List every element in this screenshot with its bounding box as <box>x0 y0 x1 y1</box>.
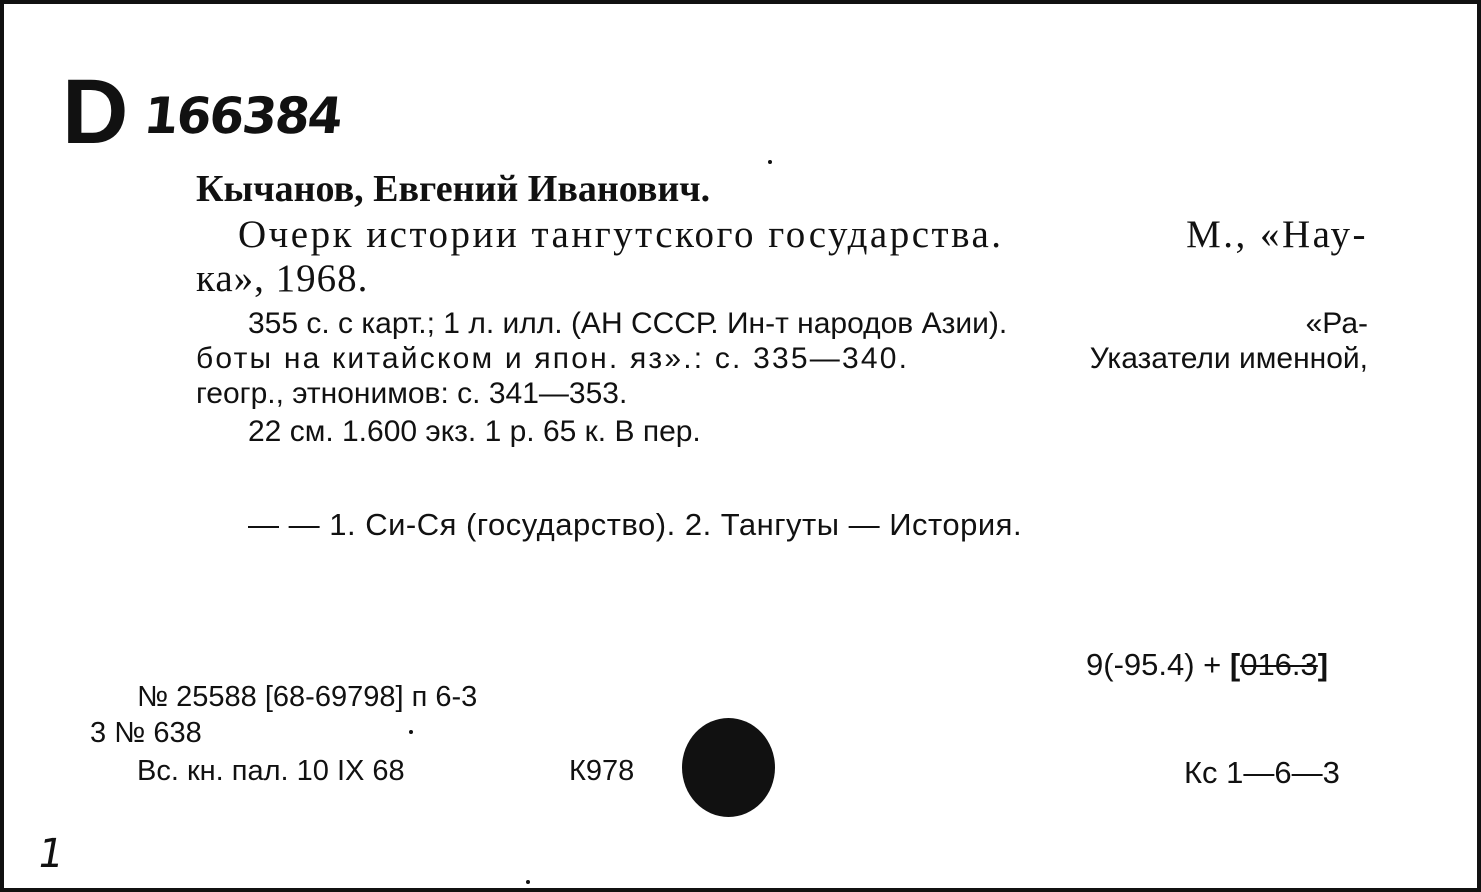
classification-open-bracket: [ <box>1229 647 1241 682</box>
scan-speck <box>526 880 530 884</box>
shelf-mark-letter: D <box>62 61 127 163</box>
registration-chamber-text: Вс. кн. пал. 10 IX 68 <box>137 755 405 787</box>
shelf-mark-number: 166384 <box>140 87 344 145</box>
description-line-2-right: Указатели именной, <box>1089 342 1368 375</box>
classification-main: 9(-95.4) + <box>1086 647 1230 682</box>
classification-code <box>1086 646 1328 684</box>
description-line-3: геогр., этнонимов: с. 341—353. <box>196 377 628 410</box>
registration-line-1: № 25588 [68-69798] п 6-3 <box>137 681 478 713</box>
registration-code: К978 <box>569 755 635 787</box>
scan-speck <box>409 730 413 734</box>
bottom-catalog-code: Кс 1—6—3 <box>1184 755 1340 790</box>
description-line-1-left: 355 с. с карт.; 1 л. илл. (АН СССР. Ин-т народов Азии). <box>248 307 1008 340</box>
description-line-1-right: «Ра- <box>1305 307 1368 340</box>
title-line-2: ка», 1968. <box>196 257 369 300</box>
description-line-2-left: боты на китайском и япон. яз».: с. 335—340. <box>196 342 910 375</box>
author-heading: Кычанов, Евгений Иванович. <box>196 168 711 210</box>
handwritten-card-number: 1 <box>33 831 68 877</box>
title-main-text: Очерк истории тангутского государства. <box>238 213 1004 256</box>
classification-close-bracket: ] <box>1317 647 1329 682</box>
subject-headings: — — 1. Си-Ся (государство). 2. Тангуты — История. <box>248 507 1023 542</box>
classification-struck-code: 016.3 <box>1240 647 1318 682</box>
title-publisher-text: М., «Нау- <box>1186 213 1368 256</box>
description-line-4: 22 см. 1.600 экз. 1 р. 65 к. В пер. <box>248 415 701 448</box>
registration-line-2: 3 № 638 <box>90 717 202 749</box>
card-punch-hole <box>682 718 775 817</box>
scan-speck <box>768 160 772 164</box>
registration-line-3 <box>137 754 635 788</box>
